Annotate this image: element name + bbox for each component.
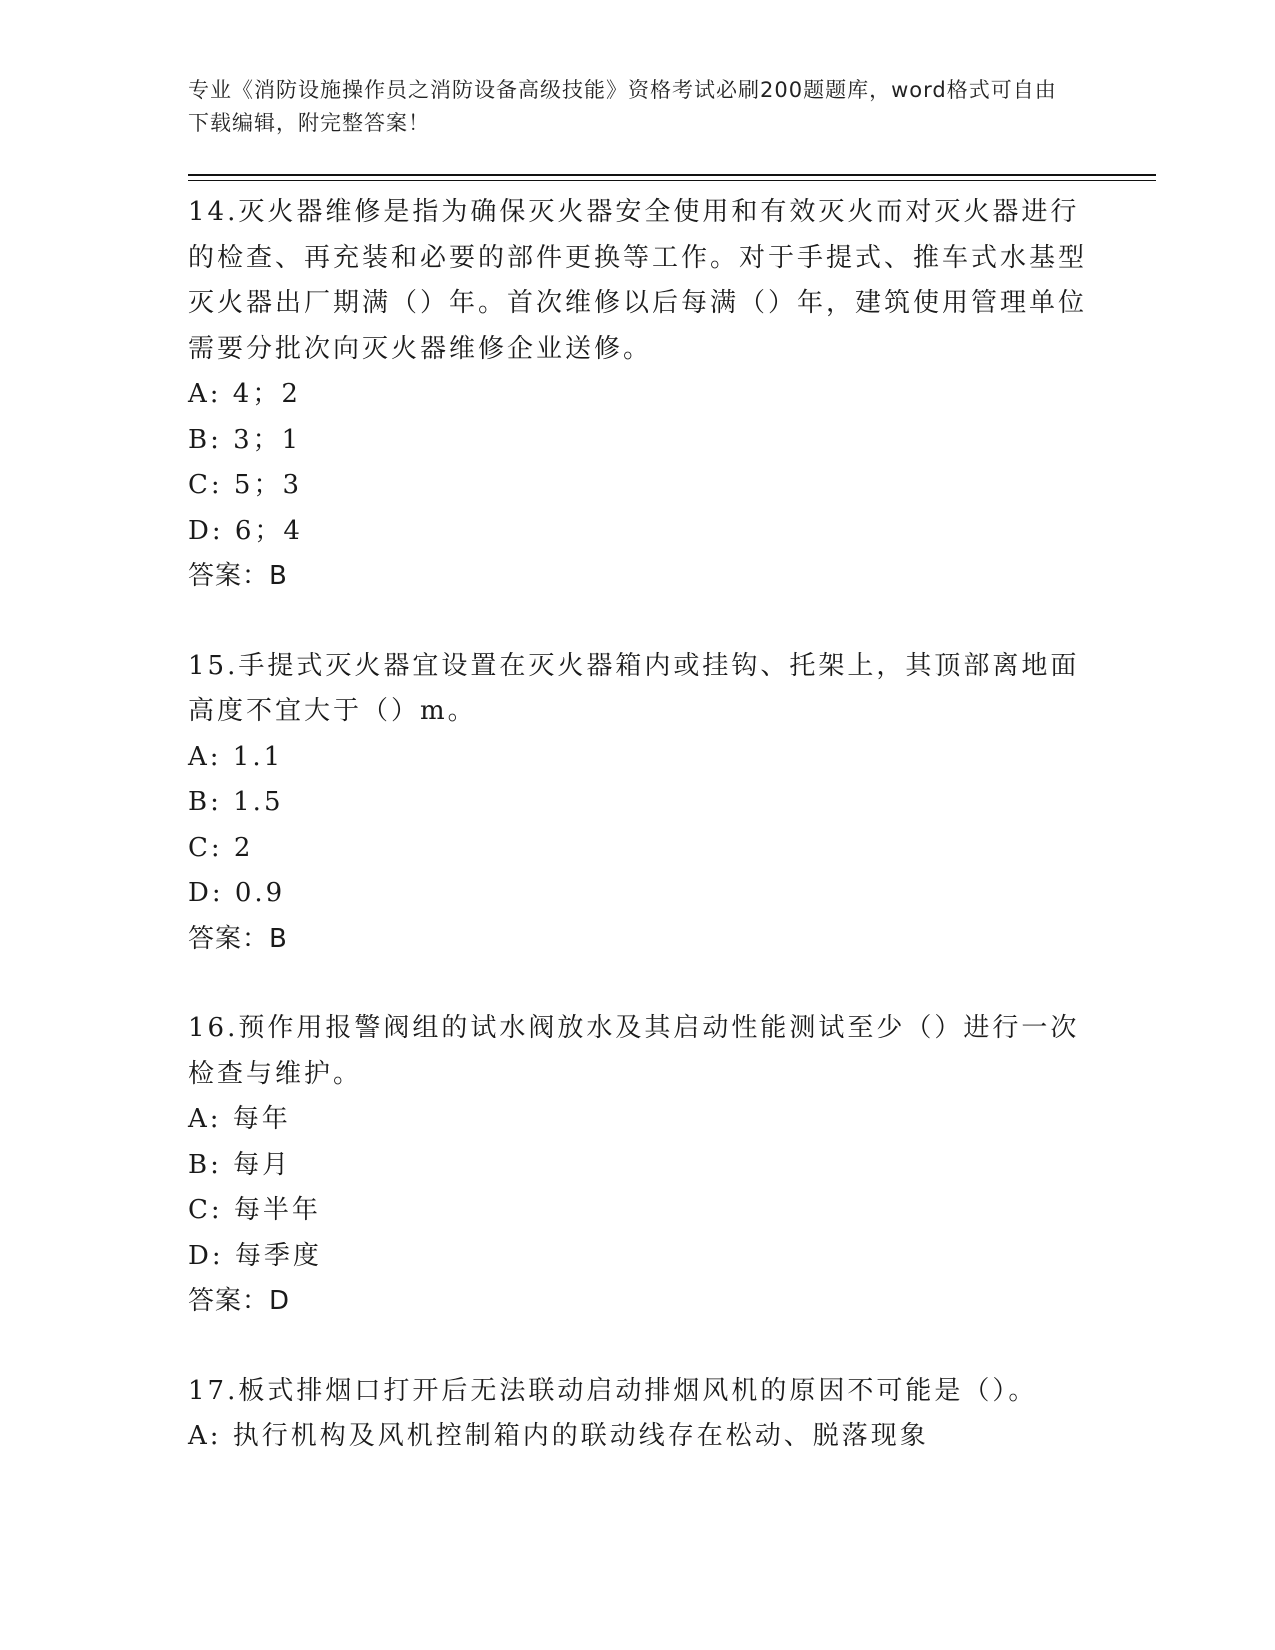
- header-rule-thin: [188, 180, 1156, 181]
- option-b: B: 1.5: [188, 787, 284, 817]
- answer: 答案：B: [188, 561, 288, 591]
- question-stem: 14.灭火器维修是指为确保灭火器安全使用和有效灭火而对灭火器进行的检查、再充装和必要的部件更换等工作。对于手提式、推车式水基型灭火器出厂期满（）年。首次维修以后每满（）年，建筑使用管理单位需要分批次向灭火器维修企业送修。: [188, 197, 1088, 364]
- header-rule-thick: [188, 174, 1156, 176]
- option-c: C: 每半年: [188, 1195, 321, 1225]
- question-17: [188, 1369, 1088, 1460]
- option-d: D: 每季度: [188, 1240, 322, 1271]
- question-stem: 15.手提式灭火器宜设置在灭火器箱内或挂钩、托架上，其顶部离地面高度不宜大于（）m。: [188, 650, 1080, 726]
- option-d: D: 0.9: [188, 878, 286, 908]
- option-d: D: 6；4: [188, 515, 303, 546]
- option-a: A: 1.1: [188, 741, 284, 772]
- question-14: [188, 190, 1088, 600]
- option-b: B: 每月: [188, 1149, 292, 1180]
- document-header: 专业《消防设施操作员之消防设备高级技能》资格考试必刷200题题库，word格式可自由下载编辑，附完整答案！: [188, 78, 1057, 135]
- option-c: C: 5；3: [188, 470, 303, 500]
- question-15: [188, 644, 1088, 963]
- answer: 答案：D: [188, 1286, 291, 1316]
- option-c: C: 2: [188, 832, 254, 863]
- option-b: B: 3；1: [188, 424, 302, 455]
- option-a: A: 每年: [188, 1104, 291, 1134]
- option-a: A: 4；2: [188, 379, 301, 409]
- question-stem: 17.板式排烟口打开后无法联动启动排烟风机的原因不可能是（）。: [188, 1375, 1038, 1406]
- question-list: [188, 190, 1088, 1504]
- option-a: A: 执行机构及风机控制箱内的联动线存在松动、脱落现象: [188, 1421, 929, 1451]
- question-16: [188, 1006, 1088, 1325]
- answer: 答案：B: [188, 923, 288, 954]
- question-stem: 16.预作用报警阀组的试水阀放水及其启动性能测试至少（）进行一次检查与维护。: [188, 1013, 1080, 1089]
